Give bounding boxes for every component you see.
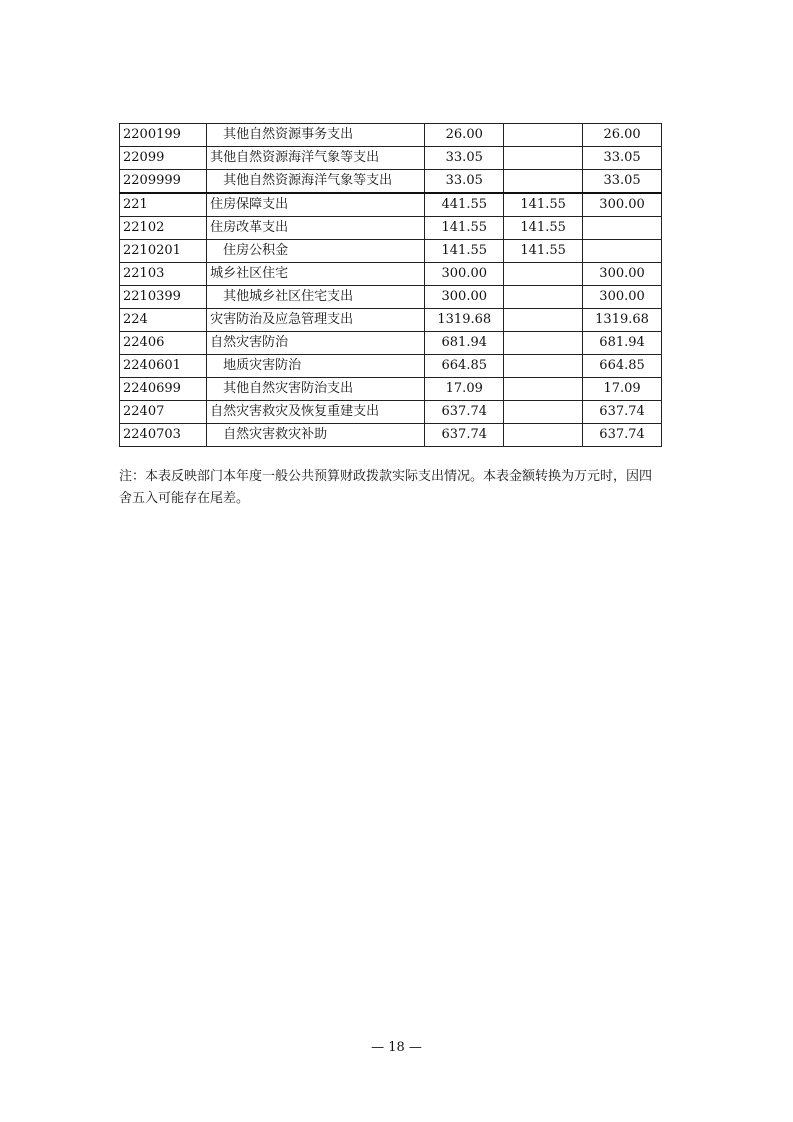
subject-code-cell: 2210399: [120, 286, 207, 309]
project-expenditure-cell: 17.09: [583, 378, 662, 401]
total-cell: 681.94: [425, 332, 504, 355]
subject-name-cell: 住房保障支出: [207, 193, 425, 217]
table-row: [120, 263, 662, 286]
table-row: [120, 147, 662, 170]
total-cell: 300.00: [425, 263, 504, 286]
subject-name-cell: 其他自然资源事务支出: [207, 124, 425, 147]
table-row: [120, 217, 662, 240]
subject-name-cell: 住房公积金: [207, 240, 425, 263]
project-expenditure-cell: 681.94: [583, 332, 662, 355]
table-row: [120, 332, 662, 355]
basic-expenditure-cell: [504, 124, 583, 147]
subject-code-cell: 22406: [120, 332, 207, 355]
subject-code-cell: 2209999: [120, 170, 207, 194]
table-row: [120, 170, 662, 194]
basic-expenditure-cell: 141.55: [504, 240, 583, 263]
table-row: [120, 309, 662, 332]
table-row: [120, 286, 662, 309]
project-expenditure-cell: [583, 217, 662, 240]
basic-expenditure-cell: [504, 378, 583, 401]
project-expenditure-cell: 637.74: [583, 401, 662, 424]
basic-expenditure-cell: [504, 147, 583, 170]
subject-code-cell: 22407: [120, 401, 207, 424]
total-cell: 33.05: [425, 170, 504, 194]
subject-code-cell: 2240703: [120, 424, 207, 447]
table-row: [120, 401, 662, 424]
basic-expenditure-cell: [504, 263, 583, 286]
subject-name-cell: 灾害防治及应急管理支出: [207, 309, 425, 332]
basic-expenditure-cell: [504, 424, 583, 447]
project-expenditure-cell: 664.85: [583, 355, 662, 378]
basic-expenditure-cell: [504, 170, 583, 194]
total-cell: 441.55: [425, 193, 504, 217]
table-row: [120, 355, 662, 378]
total-cell: 141.55: [425, 240, 504, 263]
basic-expenditure-cell: 141.55: [504, 217, 583, 240]
subject-code-cell: 22099: [120, 147, 207, 170]
subject-name-cell: 其他城乡社区住宅支出: [207, 286, 425, 309]
subject-name-cell: 其他自然资源海洋气象等支出: [207, 170, 425, 194]
table-row: [120, 378, 662, 401]
project-expenditure-cell: 637.74: [583, 424, 662, 447]
total-cell: 637.74: [425, 424, 504, 447]
total-cell: 300.00: [425, 286, 504, 309]
subject-code-cell: 2240601: [120, 355, 207, 378]
subject-name-cell: 自然灾害防治: [207, 332, 425, 355]
basic-expenditure-cell: [504, 355, 583, 378]
page-number: — 18 —: [371, 1040, 422, 1055]
total-cell: 664.85: [425, 355, 504, 378]
total-cell: 637.74: [425, 401, 504, 424]
project-expenditure-cell: 26.00: [583, 124, 662, 147]
table-row: [120, 124, 662, 147]
total-cell: 33.05: [425, 147, 504, 170]
budget-expenditure-table: [119, 123, 662, 447]
project-expenditure-cell: 300.00: [583, 286, 662, 309]
total-cell: 141.55: [425, 217, 504, 240]
table-footnote: 注：本表反映部门本年度一般公共预算财政拨款实际支出情况。本表金额转换为万元时，因四舍五入可能存在尾差。: [119, 469, 653, 506]
subject-name-cell: 自然灾害救灾及恢复重建支出: [207, 401, 425, 424]
project-expenditure-cell: [583, 240, 662, 263]
project-expenditure-cell: 33.05: [583, 147, 662, 170]
basic-expenditure-cell: [504, 309, 583, 332]
basic-expenditure-cell: 141.55: [504, 193, 583, 217]
project-expenditure-cell: 300.00: [583, 193, 662, 217]
table-row: [120, 424, 662, 447]
subject-code-cell: 2200199: [120, 124, 207, 147]
project-expenditure-cell: 300.00: [583, 263, 662, 286]
basic-expenditure-cell: [504, 332, 583, 355]
subject-name-cell: 自然灾害救灾补助: [207, 424, 425, 447]
subject-code-cell: 2240699: [120, 378, 207, 401]
subject-name-cell: 地质灾害防治: [207, 355, 425, 378]
total-cell: 17.09: [425, 378, 504, 401]
subject-name-cell: 其他自然灾害防治支出: [207, 378, 425, 401]
subject-code-cell: 2210201: [120, 240, 207, 263]
project-expenditure-cell: 1319.68: [583, 309, 662, 332]
subject-code-cell: 22102: [120, 217, 207, 240]
table-row: [120, 193, 662, 217]
subject-name-cell: 住房改革支出: [207, 217, 425, 240]
total-cell: 1319.68: [425, 309, 504, 332]
subject-name-cell: 城乡社区住宅: [207, 263, 425, 286]
subject-code-cell: 224: [120, 309, 207, 332]
subject-code-cell: 22103: [120, 263, 207, 286]
basic-expenditure-cell: [504, 401, 583, 424]
table-body: [120, 124, 662, 447]
subject-code-cell: 221: [120, 193, 207, 217]
basic-expenditure-cell: [504, 286, 583, 309]
table-row: [120, 240, 662, 263]
project-expenditure-cell: 33.05: [583, 170, 662, 194]
total-cell: 26.00: [425, 124, 504, 147]
subject-name-cell: 其他自然资源海洋气象等支出: [207, 147, 425, 170]
